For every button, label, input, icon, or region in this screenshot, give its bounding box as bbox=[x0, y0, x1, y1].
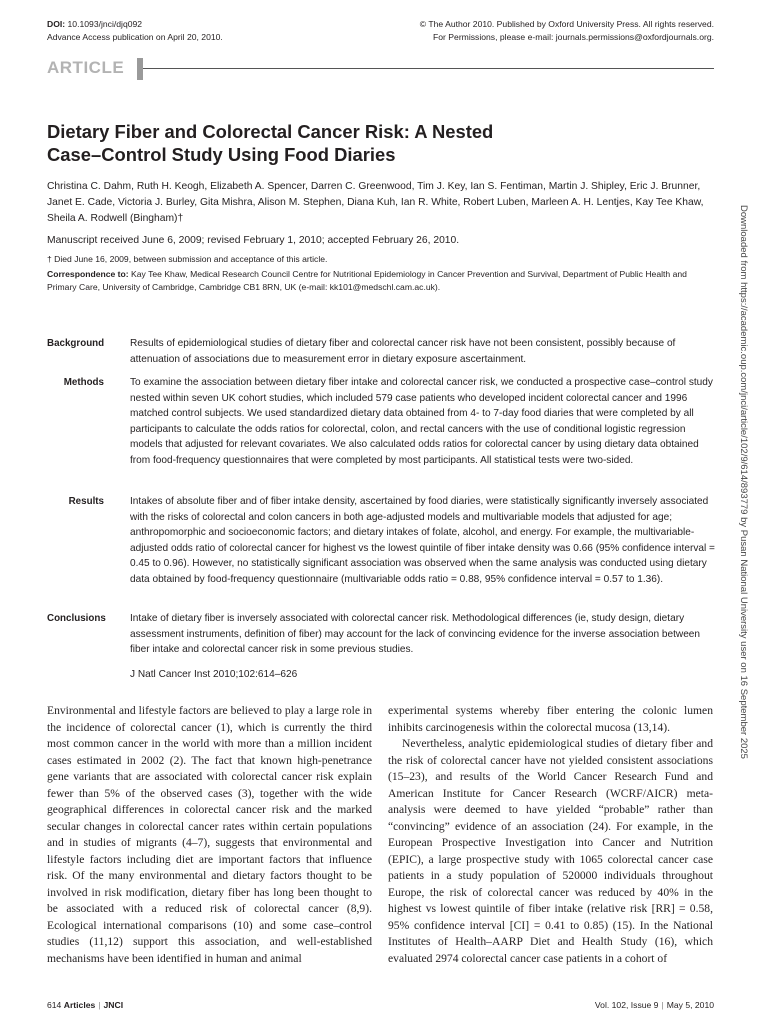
footer-issue: Vol. 102, Issue 9 bbox=[594, 1000, 659, 1010]
body-paragraph: Environmental and lifestyle factors are believed to play a large role in the incidence of colorectal cancer (1), which is currently the third most common cancer in the world with more than a million incident cases estimated in 2002 (2). The fact that known high-penetrance gene variants that are associated with colorectal cancer risk explain fewer than 5% of the observed cases (3), together with the wide geographical differences in colorectal cancer risk and the marked secular changes in colorectal cancer rates within certain populations and in studies of migrants (4–7), suggests that environmental and lifestyle factors including diet are important factors that influence risk. Of the many environmental and dietary factors thought to be involved in risk modification, dietary fiber has long been thought to be associated with a reduced risk of colorectal cancer (8,9). Ecological international comparisons (10) and some case–control studies (11,12) support this association, and well-established mechanisms have been identified in human and animal bbox=[47, 704, 372, 965]
article-title bbox=[47, 120, 667, 166]
body-paragraph: experimental systems whereby fiber entering the colonic lumen inhibits carcinogenesis within the colorectal mucosa (13,14). bbox=[388, 704, 713, 734]
footer-date: May 5, 2010 bbox=[666, 1000, 714, 1010]
author-list: Christina C. Dahm, Ruth H. Keogh, Elizabeth A. Spencer, Darren C. Greenwood, Tim J. Key, Ian S. Fentiman, Martin J. Shipley, Eric J. Brunner, Janet E. Cade, Victoria J. Burley, Gita Mishra, Alison M. Stephen, Diana Kuh, Ian R. White, Robert Luben, Marleen A. H. Lentjes, Kay Tee Khaw, Sheila A. Rodwell (Bingham)† bbox=[47, 181, 704, 224]
correspondence bbox=[47, 268, 715, 294]
advance-access-note: Advance Access publication on April 20, 2010. bbox=[47, 31, 223, 42]
results-label: Results bbox=[68, 496, 104, 507]
section-rule bbox=[143, 68, 714, 69]
doi-label: DOI: bbox=[47, 19, 66, 29]
body-paragraph: Nevertheless, analytic epidemiological studies of dietary fiber and the risk of colorectal cancer have not yielded consistent associations (15–23), and results of the World Cancer Research Fund and American Institute for Cancer Research (WCRF/AICR) meta-analysis were deemed to have yielded “probable” rather than “convincing” evidence of an association (24). For example, in the European Prospective Investigation into Cancer and Nutrition (EPIC), a large prospective study with 1065 colorectal cancer case patients in a study population of 520000 individuals throughout Europe, the risk of colorectal cancer was reduced by 40% in the highest vs lowest quintile of fiber intake (relative risk [RR] = 0.58, 95% confidence interval [CI] = 0.41 to 0.85) (15). In the National Institutes of Health–AARP Diet and Health Study (16), which evaluated 2974 colorectal cancer case patients in a cohort of bbox=[388, 737, 713, 965]
journal-citation: J Natl Cancer Inst 2010;102:614–626 bbox=[130, 669, 298, 680]
copyright-text: © The Author 2010. Published by Oxford University Press. All rights reserved. bbox=[419, 19, 714, 29]
correspondence-label: Correspondence to: bbox=[47, 269, 129, 279]
conclusions-label: Conclusions bbox=[47, 613, 106, 624]
footer-right bbox=[595, 1000, 714, 1010]
methods-label: Methods bbox=[63, 377, 104, 388]
footer-divider: | bbox=[98, 1000, 101, 1010]
doi-link[interactable]: 10.1093/jnci/djq092 bbox=[67, 19, 143, 29]
download-watermark bbox=[733, 205, 749, 825]
body-column-left bbox=[47, 703, 372, 967]
manuscript-dates: Manuscript received June 6, 2009; revised February 1, 2010; accepted February 26, 2010. bbox=[47, 235, 460, 246]
methods-text: To examine the association between dietary fiber intake and colorectal cancer risk, we conducted a prospective case–control study nested within seven UK cohort studies, which included 579 case patients who developed incident colorectal cancer and 1996 matched control subjects. We used standardized dietary data obtained from 4- to 7-day food diaries that were completed by all participants to calculate the odds ratios for colorectal, colon, and rectal cancers with the use of conditional logistic regression models that adjusted for relevant covariates. We also calculated odds ratios for colorectal cancer by using dietary data obtained from food-frequency questionnaires that were completed by most participants. All statistical tests were two-sided. bbox=[130, 377, 713, 466]
section-bar-decoration bbox=[137, 58, 143, 80]
section-label: ARTICLE bbox=[47, 58, 125, 77]
title-line-1: Dietary Fiber and Colorectal Cancer Risk: A Nested bbox=[47, 121, 494, 142]
footer-left bbox=[47, 1000, 123, 1010]
title-line-2: Case–Control Study Using Food Diaries bbox=[47, 144, 396, 165]
footer-divider: | bbox=[661, 1000, 664, 1010]
background-text: Results of epidemiological studies of dietary fiber and colorectal cancer risk have not been consistent, possibly because of attenuation of associations due to measurement error in dietary exposure ascertainment. bbox=[130, 338, 676, 365]
results-text: Intakes of absolute fiber and of fiber intake density, ascertained by food diaries, were statistically significantly inversely associated with the risks of colorectal and colon cancers in both age-adjusted models and multivariable models that adjusted for age; anthropomorphic and socioeconomic factors; and dietary intakes of folate, alcohol, and energy. For example, the multivariable-adjusted odds ratio of colorectal cancer for highest vs the lowest quintile of fiber intake density was 0.66 (95% confidence interval = 0.45 to 0.96). However, no statistically significant association was observed when the same analysis was conducted using dietary data obtained by food-frequency questionnaire (multivariable odds ratio = 0.88, 95% confidence interval = 0.57 to 1.36). bbox=[130, 496, 715, 585]
died-footnote: † Died June 16, 2009, between submission and acceptance of this article. bbox=[47, 254, 328, 264]
copyright-block bbox=[420, 18, 714, 43]
body-column-right bbox=[388, 703, 713, 967]
footer-section: Articles bbox=[63, 1000, 96, 1010]
doi-block bbox=[47, 18, 223, 43]
conclusions-text: Intake of dietary fiber is inversely associated with colorectal cancer risk. Methodological differences (ie, study design, dietary assessment instruments, definition of fiber) may account for the lack of convincing evidence for the inverse association between fiber intake and colorectal cancer risk in some previous studies. bbox=[130, 613, 701, 656]
page-number: 614 bbox=[47, 1000, 62, 1010]
download-watermark-text: Downloaded from https://academic.oup.com/jnci/article/102/9/614/893779 by Pusan National University user on 16 September 2025 bbox=[738, 205, 749, 759]
footer-journal: JNCI bbox=[103, 1000, 124, 1010]
background-label: Background bbox=[47, 338, 105, 349]
correspondence-text: Kay Tee Khaw, Medical Research Council Centre for Nutritional Epidemiology in Cancer Prevention and Survival, Department of Public Health and Primary Care, University of Cambridge, Cambridge CB1 8RN, UK (e-mail: kk101@medschl.cam.ac.uk). bbox=[47, 269, 687, 292]
permissions-text: For Permissions, please e-mail: journals.permissions@oxfordjournals.org. bbox=[433, 31, 714, 42]
